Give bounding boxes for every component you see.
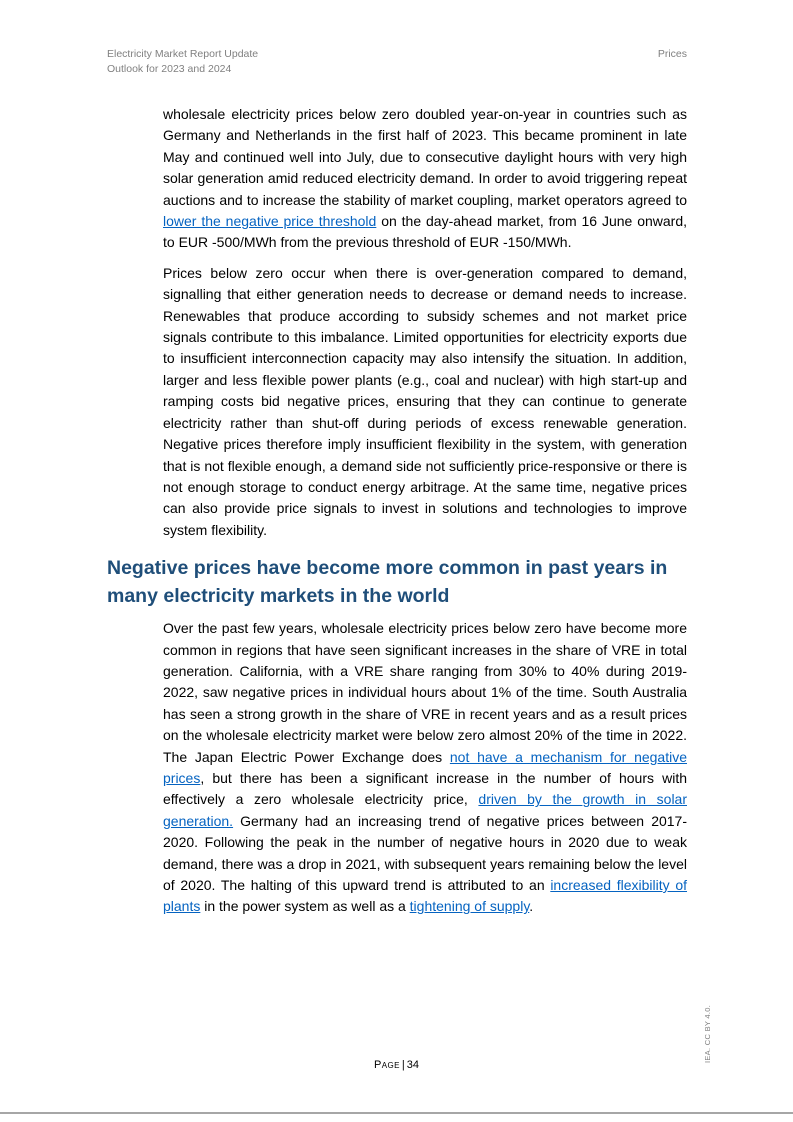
paragraph-text: Germany had an increasing trend of negative prices between 2017-2020. Following the peak in the number of negative hours in 2020 due to weak demand, there was a drop in 2021, with subsequent years remaining below the level of 2020. The halting of this upward trend is attributed to an <box>163 812 687 893</box>
paragraph-text: . <box>529 898 534 915</box>
page-number: 34 <box>406 1059 419 1071</box>
header-section-label: Prices <box>657 48 687 60</box>
paragraph-text: on the day-ahead market, from 16 June onward, to EUR -500/MWh from the previous threshold of EUR -150/MWh. <box>163 213 688 251</box>
link-increased-flexibility-plants[interactable]: increased flexibility of plants <box>163 877 688 915</box>
page-header <box>107 47 687 77</box>
link-no-mechanism-negative-prices[interactable]: not have a mechanism for negative prices <box>163 748 687 786</box>
page-bottom-edge <box>0 1112 793 1114</box>
paragraph-text: , but there has been a significant increase in the number of hours with effectively a zero wholesale electricity price, <box>163 769 687 808</box>
paragraph-negative-prices-markets <box>163 618 687 918</box>
page-body <box>107 104 688 927</box>
report-title-block <box>107 47 258 77</box>
link-driven-by-solar-growth[interactable]: driven by the growth in solar generation. <box>163 791 687 829</box>
license-vertical-note: IEA. CC BY 4.0. <box>703 1004 712 1063</box>
report-title: Electricity Market Report Update <box>107 48 259 60</box>
section-heading: Negative prices have become more common in past years in many electricity markets in the world <box>107 557 668 608</box>
paragraph-text: Over the past few years, wholesale electricity prices below zero have become more common in regions that have seen significant increases in the share of VRE in total generation. California, with a VRE share ranging from 30% to 40% during 2019-2022, saw negative prices in individual hours about 1% of the time. South Australia has seen a strong growth in the share of VRE in recent years and as a result prices on the wholesale electricity market were below zero almost 20% of the time in 2022. The Japan Electric Power Exchange does <box>163 620 687 765</box>
page-word: Page <box>374 1059 400 1071</box>
paragraph-text: in the power system as well as a <box>200 898 410 915</box>
paragraph-prices-below-zero: Prices below zero occur when there is over-generation compared to demand, signalling that either generation needs to decrease or demand needs to increase. Renewables that produce according to subsidy schemes and not market price signals contribute to this imbalance. Limited opportunities for electricity exports due to insufficient interconnection capacity may also intensify the situation. In addition, larger and less flexible power plants (e.g., coal and nuclear) with high start-up and ramping costs bid negative prices, ensuring that they can continue to generate electricity rather than shut-off during periods of excess renewable generation. Negative prices therefore imply insufficient flexibility in the system, with generation that is not flexible enough, a demand side not sufficiently price-responsive or there is not enough storage to conduct energy arbitrage. At the same time, negative prices can also provide price signals to invest in solutions and technologies to improve system flexibility. <box>163 264 687 538</box>
page-footer <box>0 1059 793 1071</box>
link-lower-negative-price-threshold[interactable]: lower the negative price threshold <box>163 213 377 230</box>
link-tightening-of-supply[interactable]: tightening of supply <box>409 898 530 915</box>
paragraph-negative-threshold <box>163 104 687 254</box>
paragraph-text: wholesale electricity prices below zero doubled year-on-year in countries such as Germany and Netherlands in the first half of 2023. This became prominent in late May and continued well into July, due to consecutive daylight hours with very high solar generation amid reduced electricity demand. In order to avoid triggering repeat auctions and to increase the stability of market coupling, market operators agreed to <box>163 106 687 208</box>
page-separator: | <box>401 1059 405 1071</box>
report-subtitle: Outlook for 2023 and 2024 <box>107 63 232 75</box>
